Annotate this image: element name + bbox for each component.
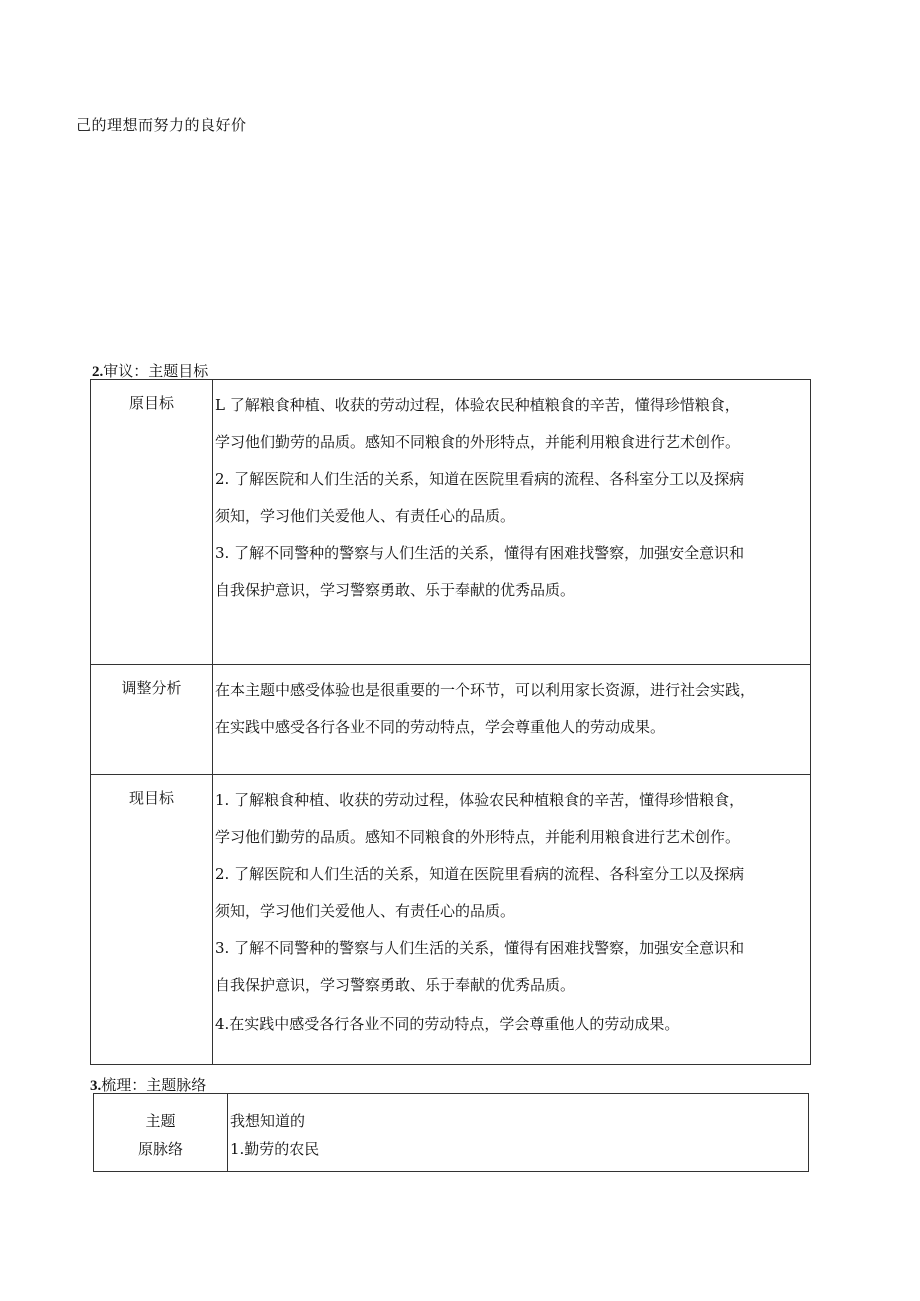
top-text-line: 己的理想而努力的良好价 xyxy=(76,116,247,134)
section-2-title: 审议：主题目标 xyxy=(103,362,209,380)
goals-review-table xyxy=(90,379,811,1065)
section-3-heading xyxy=(90,1074,206,1095)
table-row xyxy=(94,1094,809,1172)
table-row-adjustment-analysis xyxy=(91,665,811,775)
section-2-number: 2. xyxy=(92,364,104,380)
adjustment-analysis-label: 调整分析 xyxy=(91,665,213,775)
original-flow-label: 原脉络 xyxy=(137,1140,183,1158)
theme-flow-content-cell xyxy=(228,1094,809,1172)
section-3-number: 3. xyxy=(90,1078,102,1094)
text-line: 在实践中感受各行各业不同的劳动特点，学会尊重他人的劳动成果。 xyxy=(215,718,666,736)
current-goals-label: 现目标 xyxy=(91,775,213,1065)
text-line: 须知，学习他们关爱他人、有责任心的品质。 xyxy=(215,507,516,525)
text-line: 3. 了解不同警种的警察与人们生活的关系，懂得有困难找警察，加强安全意识和 xyxy=(215,939,745,957)
current-goals-content xyxy=(213,775,811,1065)
original-goals-label: 原目标 xyxy=(91,380,213,665)
table-row-original-goals xyxy=(91,380,811,665)
section-2-heading xyxy=(92,360,208,381)
text-line: 自我保护意识，学习警察勇敢、乐于奉献的优秀品质。 xyxy=(215,976,576,994)
text-line: 3. 了解不同警种的警察与人们生活的关系，懂得有困难找警察，加强安全意识和 xyxy=(215,544,745,562)
text-line: 1. 了解粮食种植、收获的劳动过程，体验农民种植粮食的辛苦，懂得珍惜粮食， xyxy=(215,791,745,809)
text-line: 学习他们勤劳的品质。感知不同粮食的外形特点，并能利用粮食进行艺术创作。 xyxy=(215,433,741,451)
flow-item-1: 1.勤劳的农民 xyxy=(230,1140,320,1158)
adjustment-analysis-content xyxy=(213,665,811,775)
theme-flow-table xyxy=(93,1093,809,1172)
theme-label: 主题 xyxy=(145,1112,176,1130)
text-line: 在本主题中感受体验也是很重要的一个环节，可以利用家长资源，进行社会实践， xyxy=(215,681,756,699)
text-line: 学习他们勤劳的品质。感知不同粮食的外形特点，并能利用粮食进行艺术创作。 xyxy=(215,828,741,846)
text-line: 2. 了解医院和人们生活的关系，知道在医院里看病的流程、各科室分工以及探病 xyxy=(215,865,745,883)
section-3-title: 梳理：主题脉络 xyxy=(101,1076,207,1094)
text-line: L 了解粮食种植、收获的劳动过程，体验农民种植粮食的辛苦，懂得珍惜粮食， xyxy=(215,396,740,414)
text-line: 须知，学习他们关爱他人、有责任心的品质。 xyxy=(215,902,516,920)
text-line: 2. 了解医院和人们生活的关系，知道在医院里看病的流程、各科室分工以及探病 xyxy=(215,470,745,488)
theme-flow-label-cell xyxy=(94,1094,228,1172)
text-line: 自我保护意识，学习警察勇敢、乐于奉献的优秀品质。 xyxy=(215,581,576,599)
text-line: 4.在实践中感受各行各业不同的劳动特点，学会尊重他人的劳动成果。 xyxy=(215,1015,680,1033)
want-to-know-text: 我想知道的 xyxy=(230,1112,306,1130)
original-goals-content xyxy=(213,380,811,665)
table-row-current-goals xyxy=(91,775,811,1065)
